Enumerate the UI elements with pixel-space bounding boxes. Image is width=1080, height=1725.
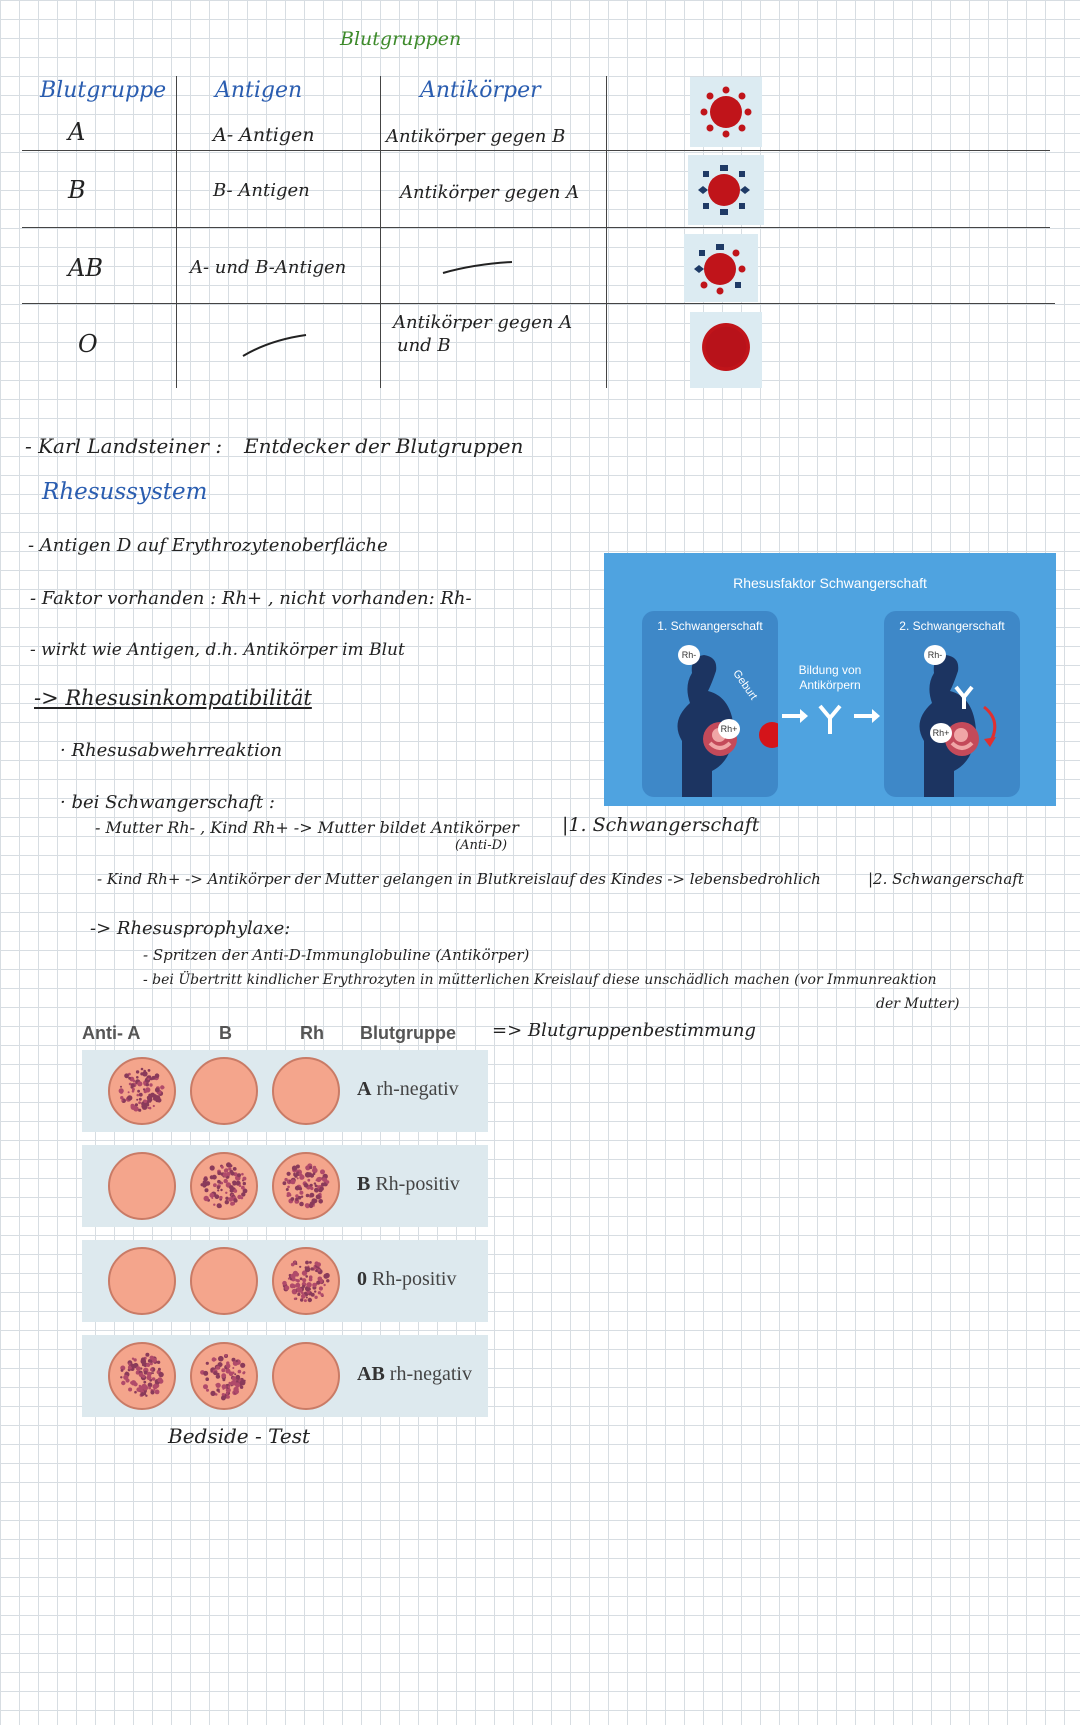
- table-row-antigen: A- Antigen: [213, 124, 315, 146]
- note-anti-d: (Anti-D): [455, 838, 508, 853]
- test-well: [272, 1152, 340, 1220]
- bedside-caption: Bedside - Test: [168, 1424, 311, 1448]
- bedside-result-rh: rh-negativ: [376, 1078, 459, 1100]
- table-header-antigen: Antigen: [215, 78, 303, 103]
- bedside-header-anti-a: Anti- A: [82, 1023, 141, 1043]
- note-prophylaxe: -> Rhesusprophylaxe:: [90, 918, 291, 939]
- rhesus-figure-title: Rhesusfaktor Schwangerschaft: [733, 575, 927, 591]
- antibody-arrow-icon: [780, 698, 880, 738]
- rhesus-figure: [604, 553, 1056, 806]
- table-row-group: A: [68, 118, 86, 146]
- note-tag-1: |1. Schwangerschaft: [562, 814, 760, 836]
- table-row-antigen: A- und B-Antigen: [190, 257, 347, 278]
- bedside-test-figure: [80, 1015, 490, 1725]
- test-well: [190, 1057, 258, 1125]
- bedside-row: [82, 1145, 488, 1227]
- rh-positive-badge: Rh+: [718, 719, 740, 739]
- birth-label: Geburt: [730, 667, 760, 703]
- note-landsteiner-text: Entdecker der Blutgruppen: [244, 434, 524, 458]
- test-well: [190, 1247, 258, 1315]
- rhesus-panel-2: [884, 611, 1020, 797]
- test-well: [190, 1152, 258, 1220]
- agglutination-clump-icon: [192, 1154, 256, 1218]
- rh-negative-badge: Rh-: [924, 645, 946, 665]
- note-bestimmung: => Blutgruppenbestimmung: [492, 1020, 756, 1041]
- erythrocyte-b-antigen-icon: [688, 155, 764, 225]
- bedside-result: [357, 1268, 456, 1291]
- bedside-row: [82, 1050, 488, 1132]
- rh-negative-badge: Rh-: [678, 645, 700, 665]
- table-row-antigen: B- Antigen: [213, 180, 310, 201]
- bedside-result: [357, 1173, 460, 1196]
- test-well: [190, 1342, 258, 1410]
- rhesus-panel-1: [642, 611, 778, 797]
- erythrocyte-o-icon: [690, 312, 762, 388]
- note-uebertritt: - bei Übertritt kindlicher Erythrozyten in mütterlichen Kreislauf diese unschädlich machen (vor Immunreaktion: [143, 972, 937, 988]
- bedside-result-group: 0: [357, 1268, 367, 1290]
- test-well: [272, 1342, 340, 1410]
- table-divider: [380, 76, 381, 388]
- bedside-result-group: A: [357, 1078, 372, 1100]
- erythrocyte-ab-antigen-icon: [684, 234, 758, 302]
- bedside-row: [82, 1335, 488, 1417]
- note-bullet-faktor: - Faktor vorhanden : Rh+ , nicht vorhanden: Rh-: [30, 588, 472, 609]
- rhesus-panel-2-label: 2. Schwangerschaft: [899, 619, 1005, 633]
- bedside-header-group: Blutgruppe: [360, 1023, 456, 1043]
- note-bullet-wirkt: - wirkt wie Antigen, d.h. Antikörper im Blut: [30, 640, 405, 660]
- agglutination-clump-icon: [110, 1059, 174, 1123]
- bedside-result: [357, 1363, 472, 1386]
- agglutination-clump-icon: [274, 1249, 338, 1313]
- agglutination-clump-icon: [110, 1344, 174, 1408]
- table-row-antibody-cont: und B: [397, 335, 451, 356]
- table-header-antikoerper: Antikörper: [420, 78, 541, 103]
- note-tag-2: |2. Schwangerschaft: [868, 870, 1024, 888]
- note-inkompatibilitaet: -> Rhesusinkompatibilität: [34, 686, 312, 710]
- table-row-antibody: Antikörper gegen B: [386, 126, 566, 147]
- empty-dash: [440, 258, 515, 278]
- test-well: [108, 1057, 176, 1125]
- bedside-result-group: B: [357, 1173, 371, 1195]
- bedside-result-rh: rh-negativ: [389, 1363, 472, 1385]
- test-well: [108, 1152, 176, 1220]
- note-schwangerschaft: · bei Schwangerschaft :: [60, 792, 275, 813]
- erythrocyte-a-antigen-icon: [690, 77, 762, 147]
- rhesus-panel-1-label: 1. Schwangerschaft: [657, 619, 763, 633]
- table-row-antibody: Antikörper gegen A: [393, 312, 573, 333]
- note-mutter-rh: - Mutter Rh- , Kind Rh+ -> Mutter bildet Antikörper: [95, 818, 519, 837]
- bedside-result-group: AB: [357, 1363, 385, 1385]
- note-abwehr: · Rhesusabwehrreaktion: [60, 740, 283, 761]
- table-row-group: AB: [68, 254, 103, 282]
- table-divider: [606, 76, 607, 388]
- antibody-formation-label: Bildung von Antikörpern: [798, 663, 862, 692]
- note-kind-rh: - Kind Rh+ -> Antikörper der Mutter gelangen in Blutkreislauf des Kindes -> lebensbedrohlich: [97, 870, 821, 888]
- note-bullet-antigen-d: - Antigen D auf Erythrozytenoberfläche: [28, 535, 388, 556]
- test-well: [108, 1247, 176, 1315]
- bedside-result-rh: Rh-positiv: [375, 1173, 460, 1195]
- test-well: [272, 1247, 340, 1315]
- bedside-result-rh: Rh-positiv: [372, 1268, 457, 1290]
- table-header-blutgruppe: Blutgruppe: [40, 78, 167, 103]
- page-title: Blutgruppen: [340, 28, 462, 50]
- pregnant-mother-icon: [642, 611, 778, 797]
- bedside-row: [82, 1240, 488, 1322]
- rhesus-heading: Rhesussystem: [42, 479, 208, 505]
- test-well: [108, 1342, 176, 1410]
- note-spritzen: - Spritzen der Anti-D-Immunglobuline (Antikörper): [143, 946, 530, 964]
- note-der-mutter: der Mutter): [876, 996, 960, 1012]
- test-well: [272, 1057, 340, 1125]
- agglutination-clump-icon: [274, 1154, 338, 1218]
- bedside-header-b: B: [219, 1023, 232, 1043]
- table-divider: [176, 76, 177, 388]
- bedside-result: [357, 1078, 459, 1101]
- pregnant-mother-icon: [884, 611, 1020, 797]
- table-row-group: B: [68, 176, 86, 204]
- bedside-header-rh: Rh: [300, 1023, 324, 1043]
- table-row-group: O: [78, 330, 98, 358]
- note-landsteiner-label: - Karl Landsteiner :: [25, 434, 223, 458]
- empty-dash: [240, 332, 310, 360]
- agglutination-clump-icon: [192, 1344, 256, 1408]
- table-row-antibody: Antikörper gegen A: [400, 182, 580, 203]
- rh-positive-badge: Rh+: [930, 723, 952, 743]
